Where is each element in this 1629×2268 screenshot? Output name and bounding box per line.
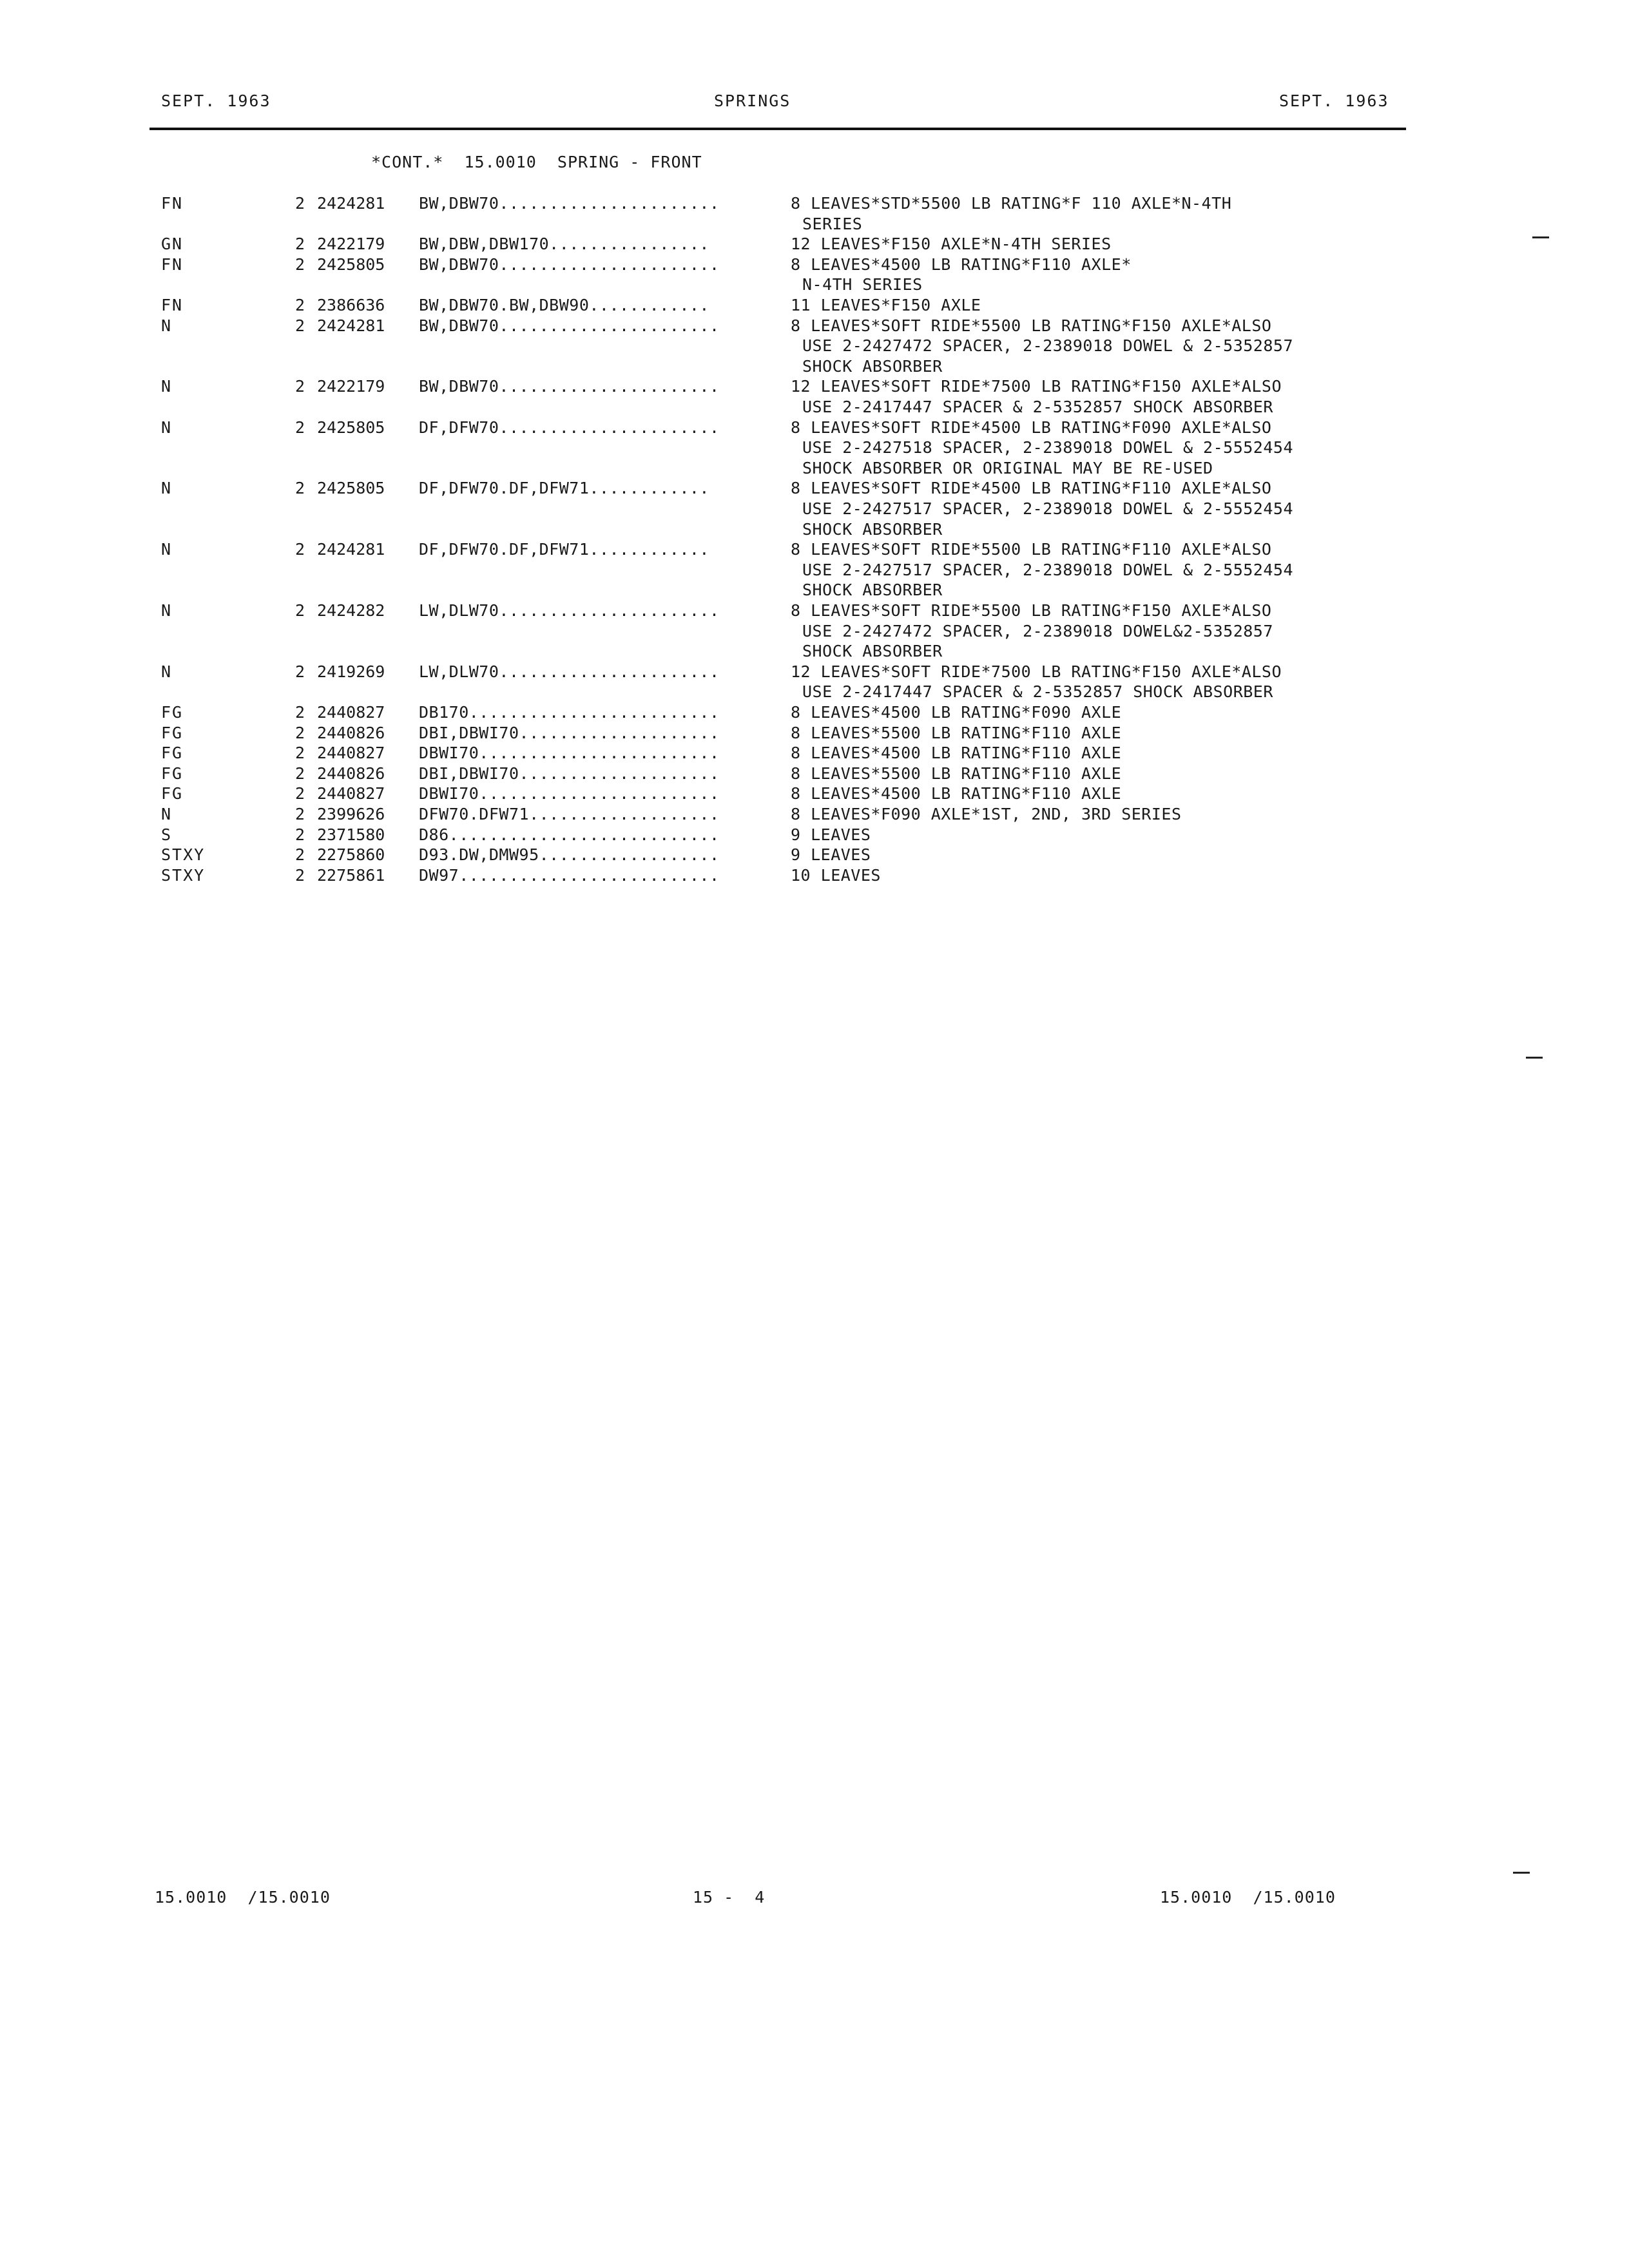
- row-description: 12 LEAVES*SOFT RIDE*7500 LB RATING*F150 AXLE*ALSO: [791, 662, 1282, 681]
- row-description: 8 LEAVES*SOFT RIDE*5500 LB RATING*F110 AXLE*ALSO: [791, 540, 1272, 559]
- row-description: 12 LEAVES*SOFT RIDE*7500 LB RATING*F150 AXLE*ALSO: [791, 377, 1282, 396]
- row-qty: 2: [295, 805, 305, 823]
- header-date-right: SEPT. 1963: [1279, 91, 1389, 110]
- row-code: FG: [161, 723, 184, 742]
- row-description: 8 LEAVES*STD*5500 LB RATING*F 110 AXLE*N-4TH: [791, 194, 1232, 213]
- header-rule: [149, 128, 1406, 130]
- row-description-continued: USE 2-2427472 SPACER, 2-2389018 DOWEL&2-5352857: [802, 621, 1273, 640]
- row-code: GN: [161, 235, 184, 254]
- row-code: FN: [161, 255, 184, 274]
- row-model: DF,DFW70......................: [419, 418, 720, 437]
- row-description: 8 LEAVES*SOFT RIDE*5500 LB RATING*F150 AXLE*ALSO: [791, 316, 1272, 335]
- row-code: N: [161, 418, 173, 437]
- row-code: FG: [161, 744, 184, 763]
- row-description: 11 LEAVES*F150 AXLE: [791, 296, 981, 314]
- row-code: N: [161, 662, 173, 681]
- row-part-number: 2422179: [317, 235, 385, 254]
- row-model: DBI,DBWI70....................: [419, 764, 720, 783]
- row-description: 8 LEAVES*SOFT RIDE*4500 LB RATING*F090 AXLE*ALSO: [791, 418, 1272, 437]
- margin-mark: [1532, 236, 1549, 238]
- row-qty: 2: [295, 825, 305, 844]
- row-code: FG: [161, 703, 184, 722]
- row-model: D86...........................: [419, 825, 720, 844]
- row-qty: 2: [295, 764, 305, 783]
- row-qty: 2: [295, 744, 305, 763]
- row-model: BW,DBW70......................: [419, 255, 720, 274]
- row-part-number: 2424281: [317, 316, 385, 335]
- row-model: DBWI70........................: [419, 784, 720, 803]
- row-description-continued: SHOCK ABSORBER OR ORIGINAL MAY BE RE-USED: [802, 458, 1213, 477]
- row-description-continued: USE 2-2417447 SPACER & 2-5352857 SHOCK ABSORBER: [802, 398, 1273, 416]
- row-description: 8 LEAVES*4500 LB RATING*F090 AXLE: [791, 703, 1122, 722]
- row-part-number: 2275860: [317, 845, 385, 865]
- row-part-number: 2440827: [317, 784, 385, 803]
- row-part-number: 2399626: [317, 805, 385, 823]
- row-part-number: 2424282: [317, 601, 385, 620]
- row-description-continued: USE 2-2417447 SPACER & 2-5352857 SHOCK ABSORBER: [802, 682, 1273, 702]
- footer-page-number: 15 - 4: [693, 1888, 766, 1907]
- row-model: DBWI70........................: [419, 744, 720, 763]
- row-part-number: 2422179: [317, 377, 385, 396]
- row-part-number: 2419269: [317, 662, 385, 681]
- row-qty: 2: [295, 377, 305, 396]
- row-description: 8 LEAVES*5500 LB RATING*F110 AXLE: [791, 723, 1122, 742]
- margin-mark: [1513, 1872, 1530, 1874]
- row-code: N: [161, 805, 173, 823]
- row-description-continued: USE 2-2427517 SPACER, 2-2389018 DOWEL & 2-5552454: [802, 499, 1294, 518]
- row-model: LW,DLW70......................: [419, 662, 720, 681]
- row-model: BW,DBW70......................: [419, 377, 720, 396]
- row-description: 9 LEAVES: [791, 825, 871, 844]
- row-model: BW,DBW70.BW,DBW90............: [419, 296, 709, 314]
- row-part-number: 2440826: [317, 723, 385, 742]
- row-part-number: 2386636: [317, 296, 385, 314]
- row-code: N: [161, 377, 173, 396]
- section-subtitle: *CONT.* 15.0010 SPRING - FRONT: [371, 153, 702, 171]
- row-part-number: 2440826: [317, 764, 385, 783]
- row-code: N: [161, 316, 173, 335]
- row-part-number: 2425805: [317, 255, 385, 274]
- row-part-number: 2440827: [317, 703, 385, 722]
- row-part-number: 2425805: [317, 418, 385, 437]
- row-model: BW,DBW,DBW170................: [419, 235, 709, 254]
- row-code: S: [161, 825, 173, 844]
- row-description-continued: N-4TH SERIES: [802, 275, 923, 294]
- row-qty: 2: [295, 601, 305, 620]
- row-description: 8 LEAVES*4500 LB RATING*F110 AXLE: [791, 744, 1122, 763]
- row-description: 8 LEAVES*SOFT RIDE*4500 LB RATING*F110 AXLE*ALSO: [791, 479, 1272, 498]
- row-description-continued: SERIES: [802, 214, 863, 233]
- row-code: FN: [161, 194, 184, 213]
- row-qty: 2: [295, 255, 305, 274]
- row-model: DF,DFW70.DF,DFW71............: [419, 479, 709, 498]
- row-description: 8 LEAVES*4500 LB RATING*F110 AXLE*: [791, 255, 1132, 274]
- row-qty: 2: [295, 316, 305, 335]
- row-qty: 2: [295, 662, 305, 681]
- row-description-continued: USE 2-2427517 SPACER, 2-2389018 DOWEL & 2-5552454: [802, 560, 1294, 579]
- margin-mark: [1526, 1057, 1543, 1059]
- row-part-number: 2424281: [317, 194, 385, 213]
- row-description: 8 LEAVES*SOFT RIDE*5500 LB RATING*F150 AXLE*ALSO: [791, 601, 1272, 620]
- row-description: 10 LEAVES: [791, 865, 881, 885]
- row-model: D93.DW,DMW95..................: [419, 845, 720, 865]
- row-description: 8 LEAVES*4500 LB RATING*F110 AXLE: [791, 784, 1122, 803]
- row-description-continued: SHOCK ABSORBER: [802, 642, 943, 661]
- header-date-left: SEPT. 1963: [161, 91, 271, 110]
- row-code: FG: [161, 784, 184, 803]
- row-code: STXY: [161, 865, 206, 885]
- row-code: FN: [161, 296, 184, 314]
- row-model: DFW70.DFW71...................: [419, 805, 720, 823]
- row-model: LW,DLW70......................: [419, 601, 720, 620]
- row-qty: 2: [295, 418, 305, 437]
- footer-ref-right: 15.0010 /15.0010: [1160, 1888, 1336, 1907]
- row-code: N: [161, 601, 173, 620]
- row-description: 8 LEAVES*5500 LB RATING*F110 AXLE: [791, 764, 1122, 783]
- row-model: BW,DBW70......................: [419, 316, 720, 335]
- row-code: N: [161, 479, 173, 498]
- row-model: DW97..........................: [419, 865, 720, 885]
- row-description-continued: USE 2-2427518 SPACER, 2-2389018 DOWEL & 2-5552454: [802, 438, 1294, 457]
- row-part-number: 2440827: [317, 744, 385, 763]
- row-description-continued: SHOCK ABSORBER: [802, 356, 943, 376]
- row-part-number: 2371580: [317, 825, 385, 844]
- row-description: 8 LEAVES*F090 AXLE*1ST, 2ND, 3RD SERIES: [791, 805, 1182, 823]
- footer-ref-left: 15.0010 /15.0010: [155, 1888, 331, 1907]
- header-section-title: SPRINGS: [714, 91, 791, 110]
- row-code: N: [161, 540, 173, 559]
- row-qty: 2: [295, 703, 305, 722]
- row-qty: 2: [295, 784, 305, 803]
- row-description: 9 LEAVES: [791, 845, 871, 865]
- row-model: DBI,DBWI70....................: [419, 723, 720, 742]
- row-model: DF,DFW70.DF,DFW71............: [419, 540, 709, 559]
- row-description-continued: SHOCK ABSORBER: [802, 519, 943, 539]
- row-qty: 2: [295, 296, 305, 314]
- row-qty: 2: [295, 865, 305, 885]
- row-qty: 2: [295, 479, 305, 498]
- row-code: FG: [161, 764, 184, 783]
- row-description-continued: USE 2-2427472 SPACER, 2-2389018 DOWEL & 2-5352857: [802, 336, 1294, 356]
- row-part-number: 2275861: [317, 865, 385, 885]
- row-qty: 2: [295, 235, 305, 254]
- row-part-number: 2424281: [317, 540, 385, 559]
- row-description: 12 LEAVES*F150 AXLE*N-4TH SERIES: [791, 235, 1112, 254]
- row-part-number: 2425805: [317, 479, 385, 498]
- row-qty: 2: [295, 845, 305, 865]
- row-qty: 2: [295, 723, 305, 742]
- row-qty: 2: [295, 194, 305, 213]
- row-model: DB170.........................: [419, 703, 720, 722]
- row-description-continued: SHOCK ABSORBER: [802, 581, 943, 600]
- row-model: BW,DBW70......................: [419, 194, 720, 213]
- row-qty: 2: [295, 540, 305, 559]
- row-code: STXY: [161, 845, 206, 865]
